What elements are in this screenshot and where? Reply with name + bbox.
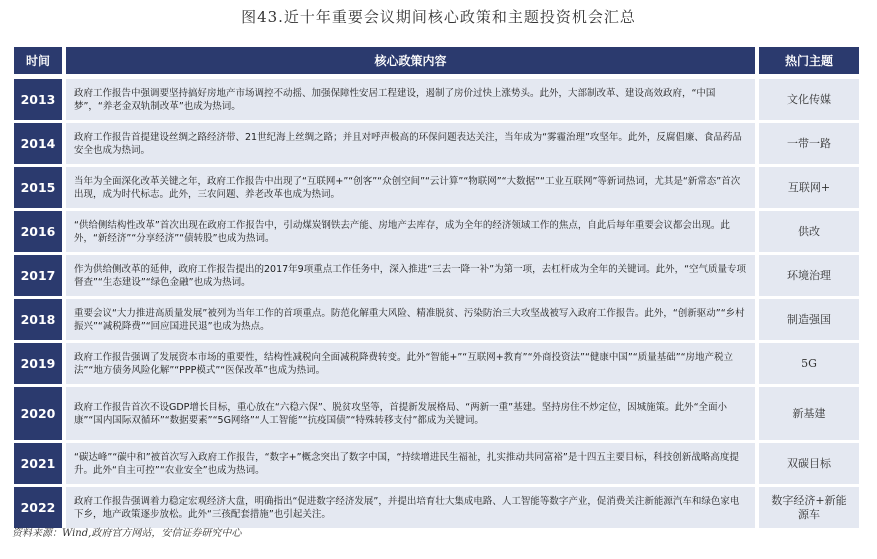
topic-cell: 环境治理	[757, 255, 861, 296]
topic-cell: 文化传媒	[757, 79, 861, 120]
year-cell: 2018	[12, 299, 64, 340]
year-cell: 2017	[12, 255, 64, 296]
table-row	[12, 299, 861, 340]
topic-cell: 供改	[757, 211, 861, 252]
topic-cell: 制造强国	[757, 299, 861, 340]
year-cell: 2013	[12, 79, 64, 120]
source-note: 资料来源：Wind,政府官方网站，安信证券研究中心	[12, 528, 242, 539]
policy-cell: 当年为全面深化改革关键之年，政府工作报告中出现了“互联网+”“创客”“众创空间”“云计算”“物联网”“大数据”“工业互联网”等新词热词，尤其是“新常态”首次出现，成为时代标志。此外，三农问题、养老改革也成为热词。	[64, 167, 757, 208]
policy-cell: 重要会议“大力推进高质量发展”被列为当年工作的首项重点。防范化解重大风险、精准脱贫、污染防治三大攻坚战被写入政府工作报告。此外，“创新驱动”“乡村振兴”“减税降费”“回应国进民退”也成为热点。	[64, 299, 757, 340]
policy-cell: 政府工作报告首次不设GDP增长目标，重心放在“六稳六保”、脱贫攻坚等，首提新发展格局、“两新一重”基建。坚持房住不炒定位，因城施策。此外“全面小康”“国内国际双循环”“数据要素”“5G网络”“人工智能”“抗疫国债”“特殊转移支付”都成为关键词。	[64, 387, 757, 440]
topic-cell: 新基建	[757, 387, 861, 440]
topic-cell: 双碳目标	[757, 443, 861, 484]
header-year: 时间	[12, 45, 64, 76]
topic-cell: 数字经济+新能源车	[757, 487, 861, 528]
year-cell: 2014	[12, 123, 64, 164]
policy-cell: 作为供给侧改革的延伸，政府工作报告提出的2017年9项重点工作任务中，深入推进“三去一降一补”为第一项，去杠杆成为全年的关键词。此外，“空气质量专项督查”“生态建设”“绿色金融”也成为热词。	[64, 255, 757, 296]
table-row	[12, 443, 861, 484]
policy-cell: 政府工作报告强调着力稳定宏观经济大盘，明确指出“促进数字经济发展”，并提出培育壮大集成电路、人工智能等数字产业，促消费关注新能源汽车和绿色家电下乡，地产政策逐步放松。此外“三孩配套措施”也引起关注。	[64, 487, 757, 528]
table-row	[12, 211, 861, 252]
table-header-row	[12, 45, 861, 76]
year-cell: 2019	[12, 343, 64, 384]
table-row	[12, 255, 861, 296]
table-row	[12, 487, 861, 528]
table-row	[12, 343, 861, 384]
topic-cell: 互联网+	[757, 167, 861, 208]
year-cell: 2016	[12, 211, 64, 252]
year-cell: 2021	[12, 443, 64, 484]
header-topic: 热门主题	[757, 45, 861, 76]
topic-cell: 5G	[757, 343, 861, 384]
policy-cell: 政府工作报告强调了发展资本市场的重要性，结构性减税向全面减税降费转变。此外“智能+”“互联网+教育”“外商投资法”“健康中国”“质量基础”“房地产税立法”“地方债务风险化解”“PPP模式”“医保改革”也成为热词。	[64, 343, 757, 384]
policy-cell: 政府工作报告首提建设丝绸之路经济带、21世纪海上丝绸之路；并且对呼声极高的环保问题表达关注，当年成为“雾霾治理”攻坚年。此外，反腐倡廉、食品药品安全也成为热词。	[64, 123, 757, 164]
table-row	[12, 79, 861, 120]
figure-title: 图43.近十年重要会议期间核心政策和主题投资机会汇总	[241, 8, 636, 26]
year-cell: 2022	[12, 487, 64, 528]
policy-cell: 政府工作报告中强调要坚持搞好房地产市场调控不动摇、加强保障性安居工程建设，遏制了房价过快上涨势头。此外，大部制改革、建设高效政府，“中国梦”，“养老金双轨制改革”也成为热词。	[64, 79, 757, 120]
topic-cell: 一带一路	[757, 123, 861, 164]
policy-cell: “供给侧结构性改革”首次出现在政府工作报告中，引动煤炭钢铁去产能、房地产去库存，成为全年的经济领域工作的焦点，自此后每年重要会议都会出现。此外，“新经济”“分享经济”“债转股”也成为热词。	[64, 211, 757, 252]
policy-cell: “碳达峰”“碳中和”被首次写入政府工作报告，“数字+”概念突出了数字中国，“持续增进民生福祉，扎实推动共同富裕”是十四五主要目标，科技创新战略高度提升。此外“自主可控”“农业安全”也成为热词。	[64, 443, 757, 484]
table-row	[12, 387, 861, 440]
table-row	[12, 167, 861, 208]
year-cell: 2015	[12, 167, 64, 208]
year-cell: 2020	[12, 387, 64, 440]
table-row	[12, 123, 861, 164]
policy-table	[12, 42, 861, 531]
header-policy: 核心政策内容	[64, 45, 757, 76]
